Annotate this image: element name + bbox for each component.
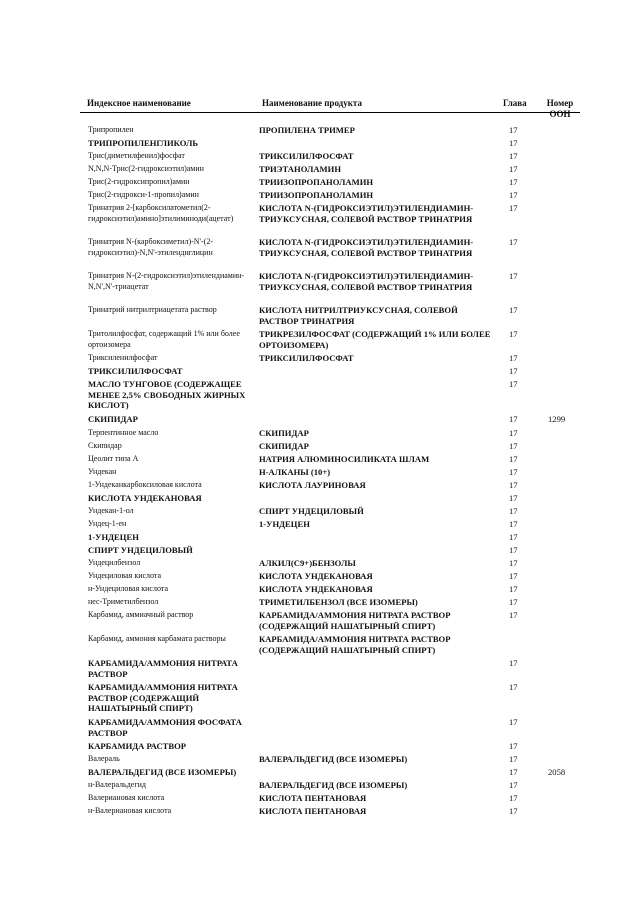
index-name-cell: Тритолилфосфат, содержащий 1% или более ортоизомера bbox=[88, 329, 240, 349]
index-name-cell: Триксиленилфосфат bbox=[88, 353, 158, 362]
table-row bbox=[0, 177, 640, 190]
column-header-index-name: Индексное наименование bbox=[87, 98, 191, 108]
product-name-cell: ТРИКСИЛИЛФОСФАТ bbox=[259, 151, 354, 161]
product-name-cell: КАРБАМИДА/АММОНИЯ НИТРАТА РАСТВОР (СОДЕРЖАЩИЙ НАШАТЫРНЫЙ СПИРТ) bbox=[259, 634, 451, 655]
product-name-cell: КАРБАМИДА/АММОНИЯ НИТРАТА РАСТВОР (СОДЕРЖАЩИЙ НАШАТЫРНЫЙ СПИРТ) bbox=[259, 610, 451, 631]
table-row bbox=[0, 793, 640, 806]
product-name-cell: СКИПИДАР bbox=[259, 428, 309, 438]
index-name-cell: Ундецилбензол bbox=[88, 558, 141, 567]
chapter-cell: 17 bbox=[509, 480, 518, 490]
chapter-cell: 17 bbox=[509, 414, 518, 424]
chapter-cell: 17 bbox=[509, 682, 518, 692]
chapter-cell: 17 bbox=[509, 203, 518, 213]
table-row bbox=[0, 610, 640, 634]
index-name-cell: Карбамид, аммония карбамата растворы bbox=[88, 634, 226, 643]
index-name-cell: Валераль bbox=[88, 754, 120, 763]
table-row bbox=[0, 454, 640, 467]
table-row bbox=[0, 597, 640, 610]
table-row bbox=[0, 151, 640, 164]
table-row bbox=[0, 353, 640, 366]
product-name-cell: КИСЛОТА УНДЕКАНОВАЯ bbox=[259, 584, 373, 594]
table-row bbox=[0, 190, 640, 203]
index-name-cell: КАРБАМИДА РАСТВОР bbox=[88, 741, 187, 751]
chapter-cell: 17 bbox=[509, 151, 518, 161]
table-row bbox=[0, 767, 640, 780]
index-name-cell: Валериановая кислота bbox=[88, 793, 165, 802]
index-name-cell: КАРБАМИДА/АММОНИЯ НИТРАТА РАСТВОР bbox=[88, 658, 238, 679]
table-row bbox=[0, 658, 640, 682]
chapter-cell: 17 bbox=[509, 329, 518, 339]
table-row bbox=[0, 480, 640, 493]
product-name-cell: НАТРИЯ АЛЮМИНОСИЛИКАТА ШЛАМ bbox=[259, 454, 430, 464]
table-row bbox=[0, 558, 640, 571]
product-name-cell: ТРИМЕТИЛБЕНЗОЛ (ВСЕ ИЗОМЕРЫ) bbox=[259, 597, 418, 607]
table-row bbox=[0, 366, 640, 379]
table-row bbox=[0, 125, 640, 138]
product-name-cell: КИСЛОТА ПЕНТАНОВАЯ bbox=[259, 806, 367, 816]
index-name-cell: ВАЛЕРАЛЬДЕГИД (ВСЕ ИЗОМЕРЫ) bbox=[88, 767, 237, 777]
index-name-cell: КАРБАМИДА/АММОНИЯ ФОСФАТА РАСТВОР bbox=[88, 717, 242, 738]
chapter-cell: 17 bbox=[509, 428, 518, 438]
product-name-cell: ВАЛЕРАЛЬДЕГИД (ВСЕ ИЗОМЕРЫ) bbox=[259, 780, 408, 790]
un-number-cell: 2058 bbox=[548, 767, 566, 777]
index-name-cell: Тринатрий нитрилтриацетата раствор bbox=[88, 305, 217, 314]
table-row bbox=[0, 414, 640, 428]
chapter-cell: 17 bbox=[509, 558, 518, 568]
column-header-product-name: Наименование продукта bbox=[262, 98, 362, 108]
table-row bbox=[0, 717, 640, 741]
index-name-cell: СКИПИДАР bbox=[88, 414, 138, 424]
product-name-cell: КИСЛОТА N-(ГИДРОКСИЭТИЛ)ЭТИЛЕНДИАМИН-ТРИУКСУСНАЯ, СОЛЕВОЙ РАСТВОР ТРИНАТРИЯ bbox=[259, 271, 474, 292]
chapter-cell: 17 bbox=[509, 741, 518, 751]
chapter-cell: 17 bbox=[509, 754, 518, 764]
product-name-cell: СКИПИДАР bbox=[259, 441, 309, 451]
table-row bbox=[0, 571, 640, 584]
chapter-cell: 17 bbox=[509, 454, 518, 464]
index-name-cell: Трис(2-гидроксипропил)амин bbox=[88, 177, 190, 186]
chapter-cell: 17 bbox=[509, 467, 518, 477]
column-header-chapter: Глава bbox=[503, 98, 527, 108]
index-name-cell: н-Валериановая кислота bbox=[88, 806, 172, 815]
index-name-cell: Ундекан bbox=[88, 467, 117, 476]
index-name-cell: Ундец-1-ен bbox=[88, 519, 127, 528]
product-name-cell: ТРИИЗОПРОПАНОЛАМИН bbox=[259, 177, 374, 187]
index-name-cell: Карбамид, аммиачный раствор bbox=[88, 610, 194, 619]
chapter-cell: 17 bbox=[509, 493, 518, 503]
chapter-cell: 17 bbox=[509, 164, 518, 174]
table-row bbox=[0, 682, 640, 717]
index-name-cell: Трис(диметилфенил)фосфат bbox=[88, 151, 185, 160]
index-name-cell: н-Валеральдегид bbox=[88, 780, 146, 789]
chapter-cell: 17 bbox=[509, 177, 518, 187]
table-row bbox=[0, 138, 640, 151]
index-name-cell: Ундециловая кислота bbox=[88, 571, 162, 580]
index-name-cell: н-Ундециловая кислота bbox=[88, 584, 169, 593]
index-name-cell: Тринатрия N-(карбоксиметил)-N'-(2-гидроксиэтил)-N,N'-этилендиглицин bbox=[88, 237, 213, 257]
product-name-cell: КИСЛОТА НИТРИЛТРИУКСУСНАЯ, СОЛЕВОЙ РАСТВОР ТРИНАТРИЯ bbox=[259, 305, 458, 326]
chapter-cell: 17 bbox=[509, 717, 518, 727]
table-row bbox=[0, 806, 640, 819]
index-name-cell: КАРБАМИДА/АММОНИЯ НИТРАТА РАСТВОР (СОДЕРЖАЩИЙ НАШАТЫРНЫЙ СПИРТ) bbox=[88, 682, 238, 714]
table-row bbox=[0, 545, 640, 558]
product-name-cell: КИСЛОТА УНДЕКАНОВАЯ bbox=[259, 571, 373, 581]
index-name-cell: Тринатрия 2-[карбоксилатометил(2-гидроксиэтил)амино]этилиминоди(ацетат) bbox=[88, 203, 234, 223]
index-name-cell: Терпентинное масло bbox=[88, 428, 159, 437]
product-name-cell: ВАЛЕРАЛЬДЕГИД (ВСЕ ИЗОМЕРЫ) bbox=[259, 754, 408, 764]
table-row bbox=[0, 441, 640, 454]
table-row bbox=[0, 741, 640, 754]
product-name-cell: Н-АЛКАНЫ (10+) bbox=[259, 467, 331, 477]
table-row bbox=[0, 237, 640, 271]
table-row bbox=[0, 493, 640, 506]
chapter-cell: 17 bbox=[509, 793, 518, 803]
product-name-cell: АЛКИЛ(С9+)БЕНЗОЛЫ bbox=[259, 558, 356, 568]
chapter-cell: 17 bbox=[509, 271, 518, 281]
table-row bbox=[0, 164, 640, 177]
chapter-cell: 17 bbox=[509, 441, 518, 451]
table-row bbox=[0, 780, 640, 793]
chapter-cell: 17 bbox=[509, 138, 518, 148]
product-name-cell: КИСЛОТА N-(ГИДРОКСИЭТИЛ)ЭТИЛЕНДИАМИН-ТРИУКСУСНАЯ, СОЛЕВОЙ РАСТВОР ТРИНАТРИЯ bbox=[259, 237, 474, 258]
chapter-cell: 17 bbox=[509, 767, 518, 777]
table-row bbox=[0, 329, 640, 353]
product-name-cell: КИСЛОТА ЛАУРИНОВАЯ bbox=[259, 480, 366, 490]
un-number-cell: 1299 bbox=[548, 414, 566, 424]
product-name-cell: ПРОПИЛЕНА ТРИМЕР bbox=[259, 125, 355, 135]
table-row bbox=[0, 634, 640, 658]
index-name-cell: нес-Триметилбензол bbox=[88, 597, 159, 606]
index-name-cell: ТРИПРОПИЛЕНГЛИКОЛЬ bbox=[88, 138, 199, 148]
chapter-cell: 17 bbox=[509, 125, 518, 135]
column-header-un-number: Номер ООН bbox=[546, 98, 574, 119]
product-name-cell: ТРИКСИЛИЛФОСФАТ bbox=[259, 353, 354, 363]
chapter-cell: 17 bbox=[509, 571, 518, 581]
chapter-cell: 17 bbox=[509, 506, 518, 516]
chapter-cell: 17 bbox=[509, 584, 518, 594]
product-name-cell: ТРИКРЕЗИЛФОСФАТ (СОДЕРЖАЩИЙ 1% ИЛИ БОЛЕЕ ОРТОИЗОМЕРА) bbox=[259, 329, 491, 350]
chapter-cell: 17 bbox=[509, 658, 518, 668]
table-row bbox=[0, 519, 640, 532]
product-name-cell: КИСЛОТА ПЕНТАНОВАЯ bbox=[259, 793, 367, 803]
product-name-cell: КИСЛОТА N-(ГИДРОКСИЭТИЛ)ЭТИЛЕНДИАМИН-ТРИУКСУСНАЯ, СОЛЕВОЙ РАСТВОР ТРИНАТРИЯ bbox=[259, 203, 474, 224]
index-name-cell: КИСЛОТА УНДЕКАНОВАЯ bbox=[88, 493, 202, 503]
header-rule bbox=[80, 112, 580, 113]
index-name-cell: СПИРТ УНДЕЦИЛОВЫЙ bbox=[88, 545, 193, 555]
table-row bbox=[0, 271, 640, 305]
index-name-cell: ТРИКСИЛИЛФОСФАТ bbox=[88, 366, 183, 376]
product-name-cell: ТРИЭТАНОЛАМИН bbox=[259, 164, 342, 174]
product-name-cell: ТРИИЗОПРОПАНОЛАМИН bbox=[259, 190, 374, 200]
index-name-cell: 1-УНДЕЦЕН bbox=[88, 532, 139, 542]
table-row bbox=[0, 305, 640, 329]
table-row bbox=[0, 428, 640, 441]
index-name-cell: Ундекан-1-ол bbox=[88, 506, 134, 515]
chapter-cell: 17 bbox=[509, 610, 518, 620]
chapter-cell: 17 bbox=[509, 597, 518, 607]
chapter-cell: 17 bbox=[509, 237, 518, 247]
chapter-cell: 17 bbox=[509, 780, 518, 790]
table-row bbox=[0, 467, 640, 480]
chapter-cell: 17 bbox=[509, 532, 518, 542]
chapter-cell: 17 bbox=[509, 545, 518, 555]
table-row bbox=[0, 532, 640, 545]
index-name-cell: Скипидар bbox=[88, 441, 122, 450]
index-name-cell: МАСЛО ТУНГОВОЕ (СОДЕРЖАЩЕЕ МЕНЕЕ 2,5% СВОБОДНЫХ ЖИРНЫХ КИСЛОТ) bbox=[88, 379, 246, 411]
table-row bbox=[0, 506, 640, 519]
index-name-cell: 1-Ундеканкарбоксиловая кислота bbox=[88, 480, 202, 489]
chapter-cell: 17 bbox=[509, 519, 518, 529]
index-name-cell: Трипропилен bbox=[88, 125, 134, 134]
chapter-cell: 17 bbox=[509, 305, 518, 315]
chapter-cell: 17 bbox=[509, 379, 518, 389]
product-name-cell: СПИРТ УНДЕЦИЛОВЫЙ bbox=[259, 506, 364, 516]
product-name-cell: 1-УНДЕЦЕН bbox=[259, 519, 310, 529]
index-table bbox=[0, 125, 640, 819]
table-row bbox=[0, 203, 640, 237]
table-row bbox=[0, 379, 640, 414]
index-name-cell: N,N,N-Трис(2-гидроксиэтил)амин bbox=[88, 164, 204, 173]
table-row bbox=[0, 584, 640, 597]
index-name-cell: Трис(2-гидрокси-1-пропил)амин bbox=[88, 190, 199, 199]
chapter-cell: 17 bbox=[509, 366, 518, 376]
chapter-cell: 17 bbox=[509, 806, 518, 816]
chapter-cell: 17 bbox=[509, 190, 518, 200]
table-row bbox=[0, 754, 640, 767]
index-name-cell: Тринатрия N-(2-гидроксиэтил)этилендиамин-N,N',N'-триацетат bbox=[88, 271, 245, 291]
index-name-cell: Цеолит типа А bbox=[88, 454, 139, 463]
chapter-cell: 17 bbox=[509, 353, 518, 363]
